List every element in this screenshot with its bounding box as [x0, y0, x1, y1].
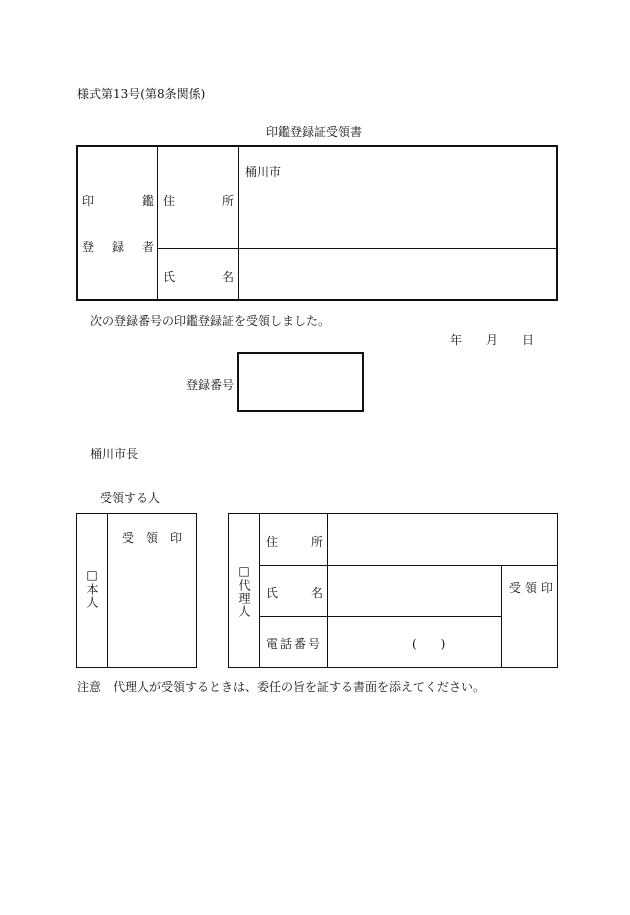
agent-checkbox-label[interactable]: □代理人: [237, 564, 251, 618]
statement-text: 次の登録番号の印鑑登録証を受領しました。: [90, 314, 331, 328]
registrant-label-char: 印: [82, 194, 95, 208]
agent-address-label: 住: [266, 535, 279, 549]
reg-number-box[interactable]: [237, 352, 364, 412]
registrant-label-char: 鑑: [142, 194, 155, 208]
agent-phone-parens: ( ): [412, 637, 446, 651]
address-value: 桶川市: [245, 165, 282, 179]
agent-name-label: 名: [311, 586, 324, 600]
reg-number-label: 登録番号: [186, 378, 235, 392]
agent-address-label: 所: [311, 535, 324, 549]
self-seal-label: 受 領 印: [122, 531, 183, 545]
receiver-heading: 受領する人: [100, 491, 161, 505]
self-checkbox-label[interactable]: □本人: [85, 568, 99, 609]
address-label: 住: [163, 194, 176, 208]
note-text: 注意 代理人が受領するときは、委任の旨を証する書面を添えてください。: [77, 680, 486, 694]
date-year: 年: [450, 333, 463, 347]
name-label: 名: [222, 270, 235, 284]
mayor-text: 桶川市長: [90, 447, 139, 461]
agent-seal-label: 受領印: [509, 581, 558, 595]
date-month: 月: [486, 333, 499, 347]
address-label: 所: [222, 194, 235, 208]
agent-phone-label: 電話番号: [266, 637, 323, 651]
registrant-label-char: 録: [112, 240, 125, 254]
registrant-table: [76, 145, 558, 301]
agent-name-label: 氏: [266, 586, 279, 600]
registrant-label-char: 登: [82, 240, 95, 254]
form-title: 印鑑登録証受領書: [266, 125, 363, 139]
date-day: 日: [522, 333, 535, 347]
registrant-label-char: 者: [142, 240, 155, 254]
form-number: 様式第13号(第8条関係): [77, 87, 206, 101]
name-label: 氏: [163, 270, 176, 284]
